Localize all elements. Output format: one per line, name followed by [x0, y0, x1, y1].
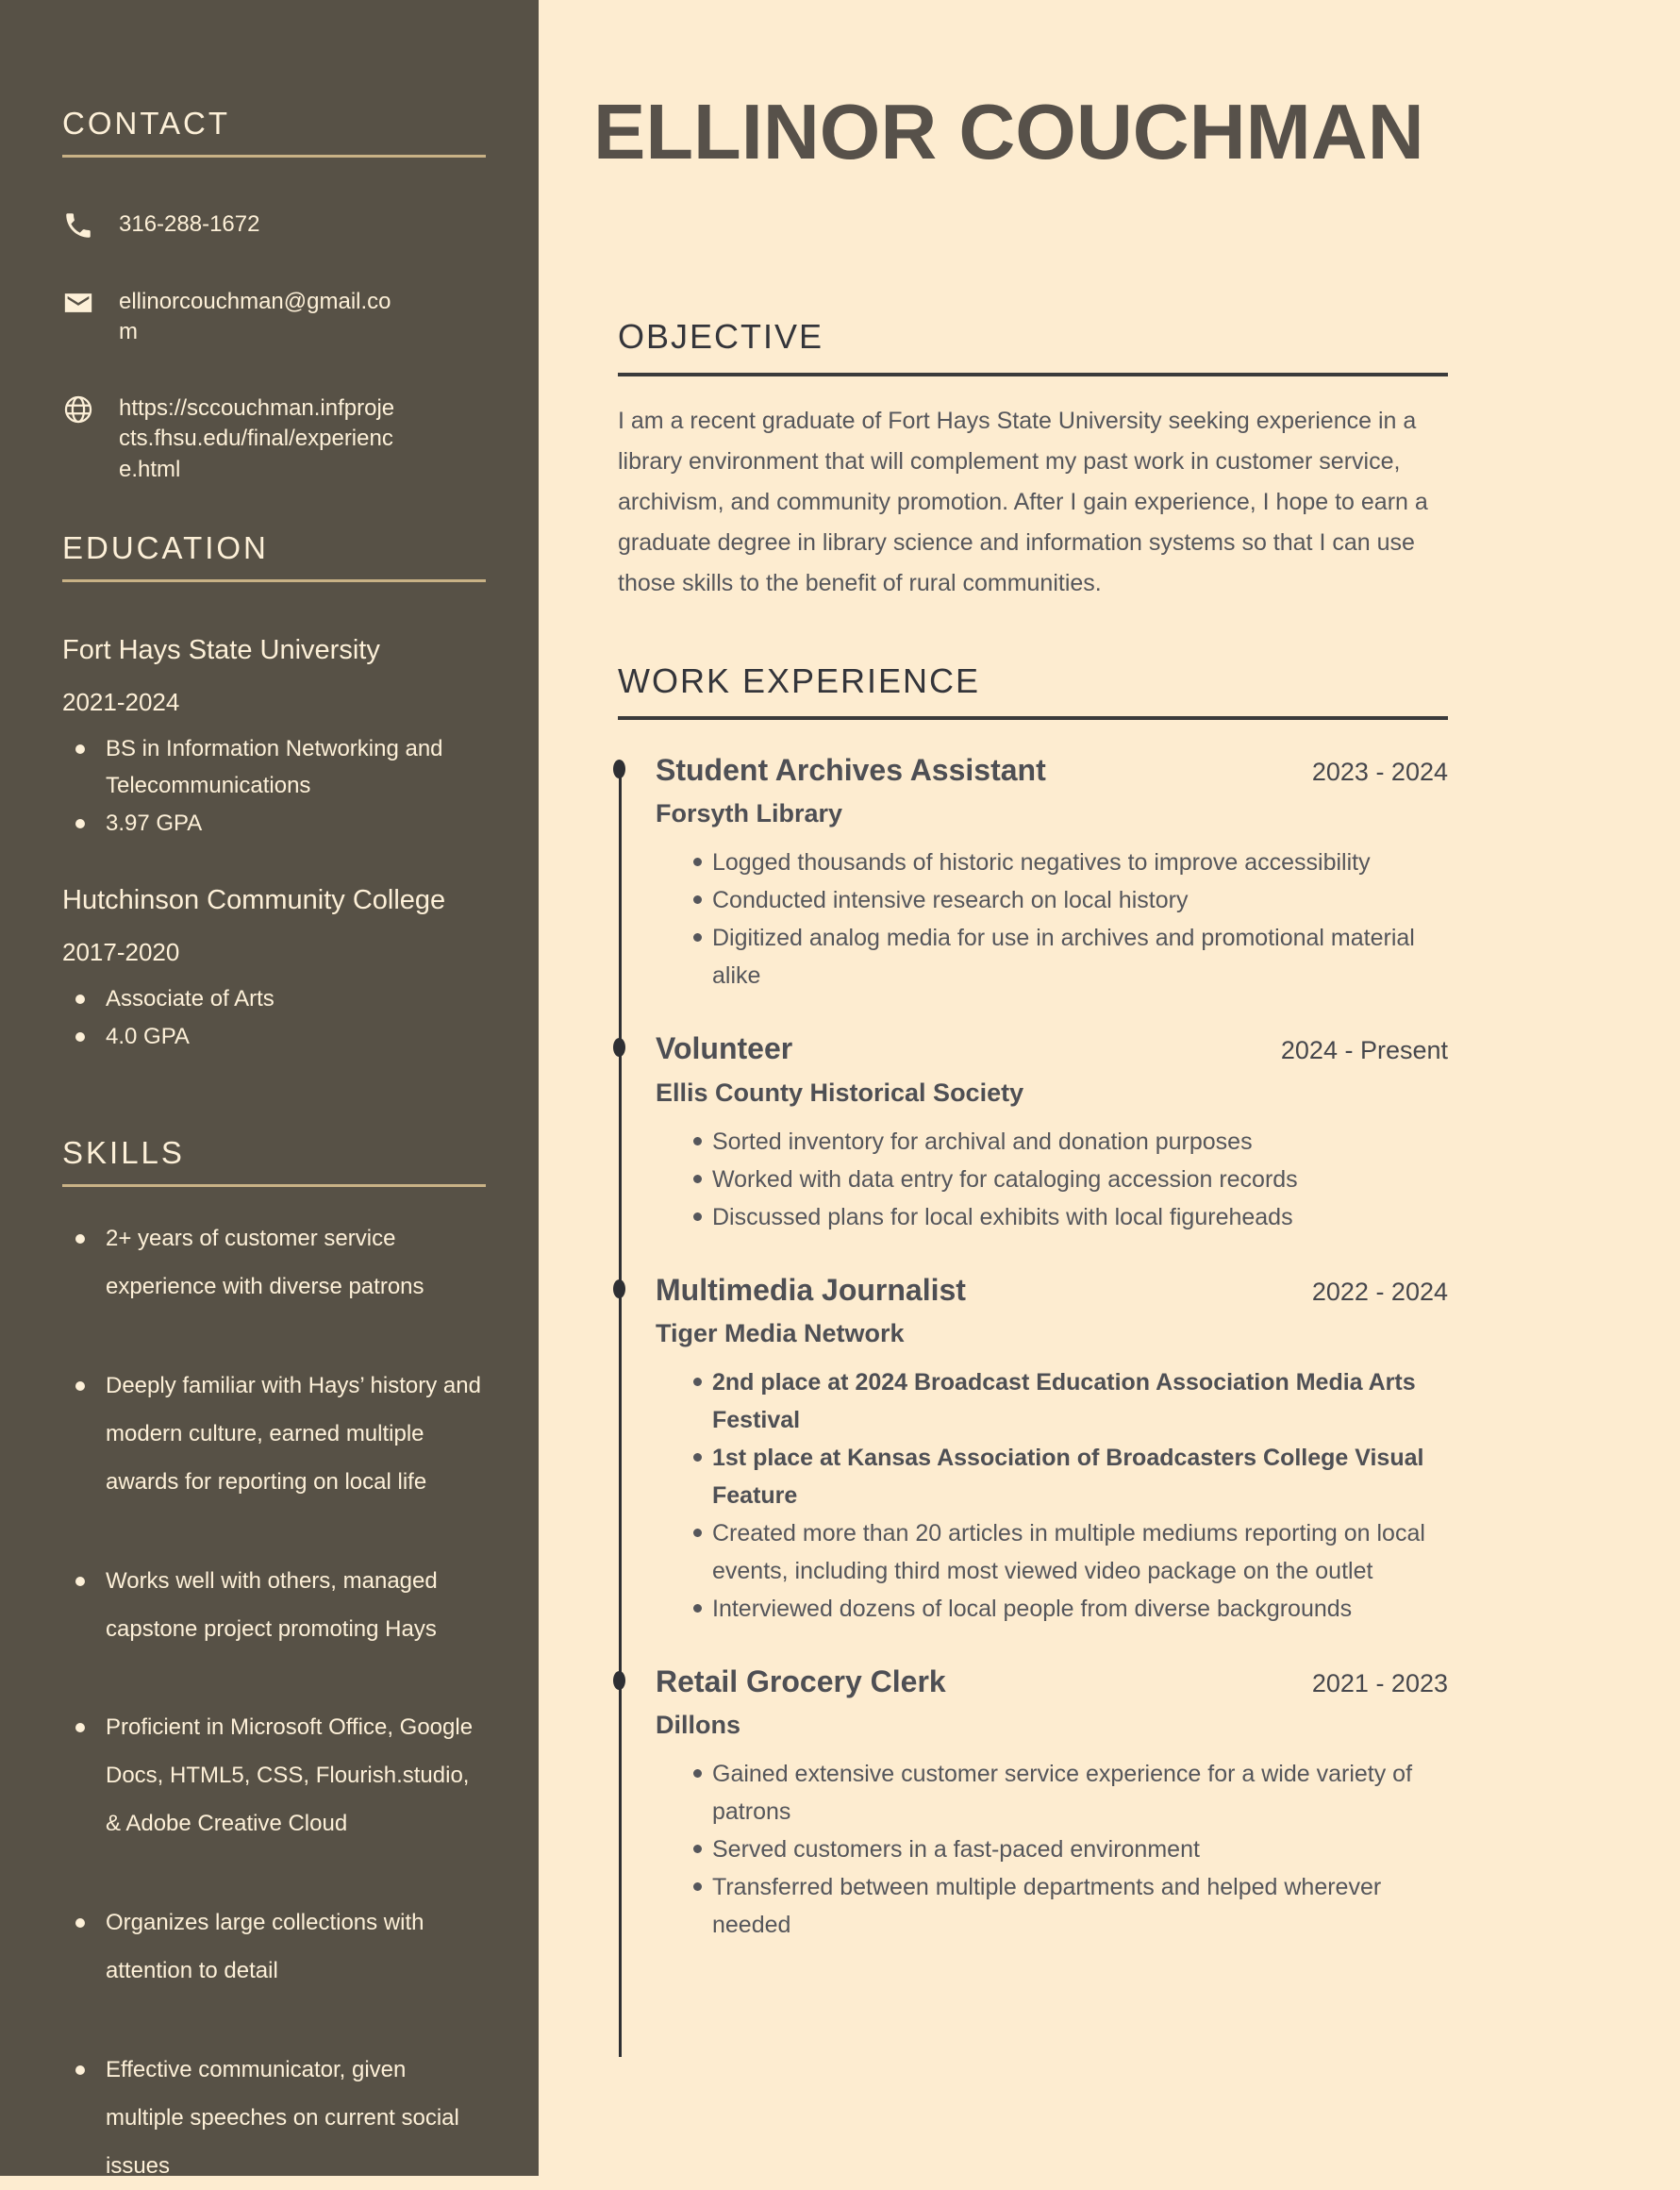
work-divider [618, 716, 1448, 720]
job-dates: 2022 - 2024 [1311, 1277, 1448, 1306]
objective-divider [618, 373, 1448, 376]
job-bullet: Logged thousands of historic negatives to improve accessibility [656, 844, 1448, 881]
contact-text: ellinorcouchman@gmail.com [119, 288, 391, 345]
education-list [62, 634, 486, 1056]
job-header [656, 1030, 1448, 1066]
skills-section [62, 1135, 486, 2190]
timeline-dot [613, 1038, 625, 1057]
education-bullet: 3.97 GPA [62, 805, 486, 843]
contact-divider [62, 155, 486, 158]
job-header [656, 1272, 1448, 1308]
school-years: 2021-2024 [62, 687, 180, 716]
work-experience-section [618, 660, 1448, 2058]
work-heading: WORK EXPERIENCE [618, 660, 981, 700]
job-title: Student Archives Assistant [656, 752, 1046, 787]
education-section [62, 530, 486, 1056]
school-name: Hutchinson Community College [62, 885, 446, 916]
globe-icon [62, 393, 94, 426]
job-header [656, 752, 1448, 788]
education-entry [62, 884, 486, 1055]
job-entry [618, 752, 1448, 995]
education-bullet: Associate of Arts [62, 980, 486, 1018]
job-company: Forsyth Library [656, 799, 843, 828]
objective-heading: OBJECTIVE [618, 317, 824, 357]
main-content [539, 0, 1680, 2057]
job-title: Multimedia Journalist [656, 1272, 966, 1307]
job-bullet: Sorted inventory for archival and donation purposes [656, 1123, 1448, 1161]
school-bullet-list [62, 730, 486, 843]
skill-item: Works well with others, managed capstone project promoting Hays [62, 1558, 486, 1654]
contact-text: https://sccouchman.infprojects.fhsu.edu/final/experience.html [119, 394, 395, 482]
job-bullet: Gained extensive customer service experience for a wide variety of patrons [656, 1755, 1448, 1831]
job-entry [618, 1030, 1448, 1235]
job-company: Ellis County Historical Society [656, 1078, 1024, 1107]
job-bullet: Transferred between multiple departments and helped wherever needed [656, 1868, 1448, 1944]
skill-item: Organizes large collections with attention to detail [62, 1899, 486, 1996]
job-dates: 2023 - 2024 [1311, 757, 1448, 786]
job-bullet-list [656, 1123, 1448, 1236]
contact-item [62, 287, 486, 348]
school-years: 2017-2020 [62, 938, 180, 967]
job-bullet: Discussed plans for local exhibits with local figureheads [656, 1198, 1448, 1236]
contact-text: 316-288-1672 [119, 210, 260, 237]
job-dates: 2024 - Present [1280, 1036, 1448, 1065]
job-header [656, 1663, 1448, 1699]
education-bullet: BS in Information Networking and Telecommunications [62, 730, 486, 805]
job-bullet: Worked with data entry for cataloging accession records [656, 1161, 1448, 1198]
job-bullet: Created more than 20 articles in multiple mediums reporting on local events, including third most viewed video package on the outlet [656, 1514, 1448, 1590]
contact-section [62, 106, 486, 485]
person-name: ELLINOR COUCHMAN [593, 88, 1424, 176]
job-bullet: Served customers in a fast-paced environment [656, 1831, 1448, 1868]
objective-text: I am a recent graduate of Fort Hays State University seeking experience in a library environment that will complement my past work in customer service, archivism, and community promotion. After I gain experience, I hope to earn a graduate degree in library science and information systems so that I can use those skills to the benefit of rural communities. [618, 407, 1428, 596]
job-bullet: Digitized analog media for use in archives and promotional material alike [656, 919, 1448, 995]
job-bullet: Conducted intensive research on local history [656, 881, 1448, 919]
skill-item: 2+ years of customer service experience with diverse patrons [62, 1215, 486, 1312]
skill-item: Proficient in Microsoft Office, Google Docs, HTML5, CSS, Flourish.studio, & Adobe Creative Cloud [62, 1704, 486, 1848]
timeline-dot [613, 1671, 625, 1690]
job-dates: 2021 - 2023 [1311, 1668, 1448, 1697]
email-icon [62, 287, 94, 319]
school-name: Fort Hays State University [62, 634, 380, 665]
education-divider [62, 579, 486, 582]
objective-section [618, 316, 1448, 603]
contact-list [62, 209, 486, 485]
job-company: Dillons [656, 1711, 741, 1740]
job-bullet: Interviewed dozens of local people from diverse backgrounds [656, 1590, 1448, 1628]
job-title: Retail Grocery Clerk [656, 1663, 946, 1698]
job-bullet: 2nd place at 2024 Broadcast Education Association Media Arts Festival [656, 1363, 1448, 1439]
job-bullet-list [656, 1363, 1448, 1628]
job-entry [618, 1663, 1448, 1944]
contact-item [62, 209, 486, 242]
skill-item: Deeply familiar with Hays’ history and modern culture, earned multiple awards for reporting on local life [62, 1362, 486, 1507]
job-bullet: 1st place at Kansas Association of Broadcasters College Visual Feature [656, 1439, 1448, 1514]
skills-divider [62, 1184, 486, 1187]
timeline-dot [613, 760, 625, 778]
sidebar [0, 0, 539, 2179]
education-entry [62, 634, 486, 843]
job-company: Tiger Media Network [656, 1318, 905, 1347]
job-timeline [618, 752, 1448, 2058]
contact-item [62, 393, 486, 485]
job-bullet-list [656, 844, 1448, 995]
contact-heading: CONTACT [62, 106, 231, 141]
timeline-dot [613, 1279, 625, 1298]
phone-icon [62, 209, 94, 242]
job-title: Volunteer [656, 1031, 793, 1066]
education-bullet: 4.0 GPA [62, 1018, 486, 1056]
skills-heading: SKILLS [62, 1135, 185, 1171]
skills-list [62, 1215, 486, 2190]
job-entry [618, 1272, 1448, 1628]
skill-item: Effective communicator, given multiple speeches on current social issues [62, 2047, 486, 2190]
education-heading: EDUCATION [62, 529, 269, 565]
job-bullet-list [656, 1755, 1448, 1944]
school-bullet-list [62, 980, 486, 1055]
